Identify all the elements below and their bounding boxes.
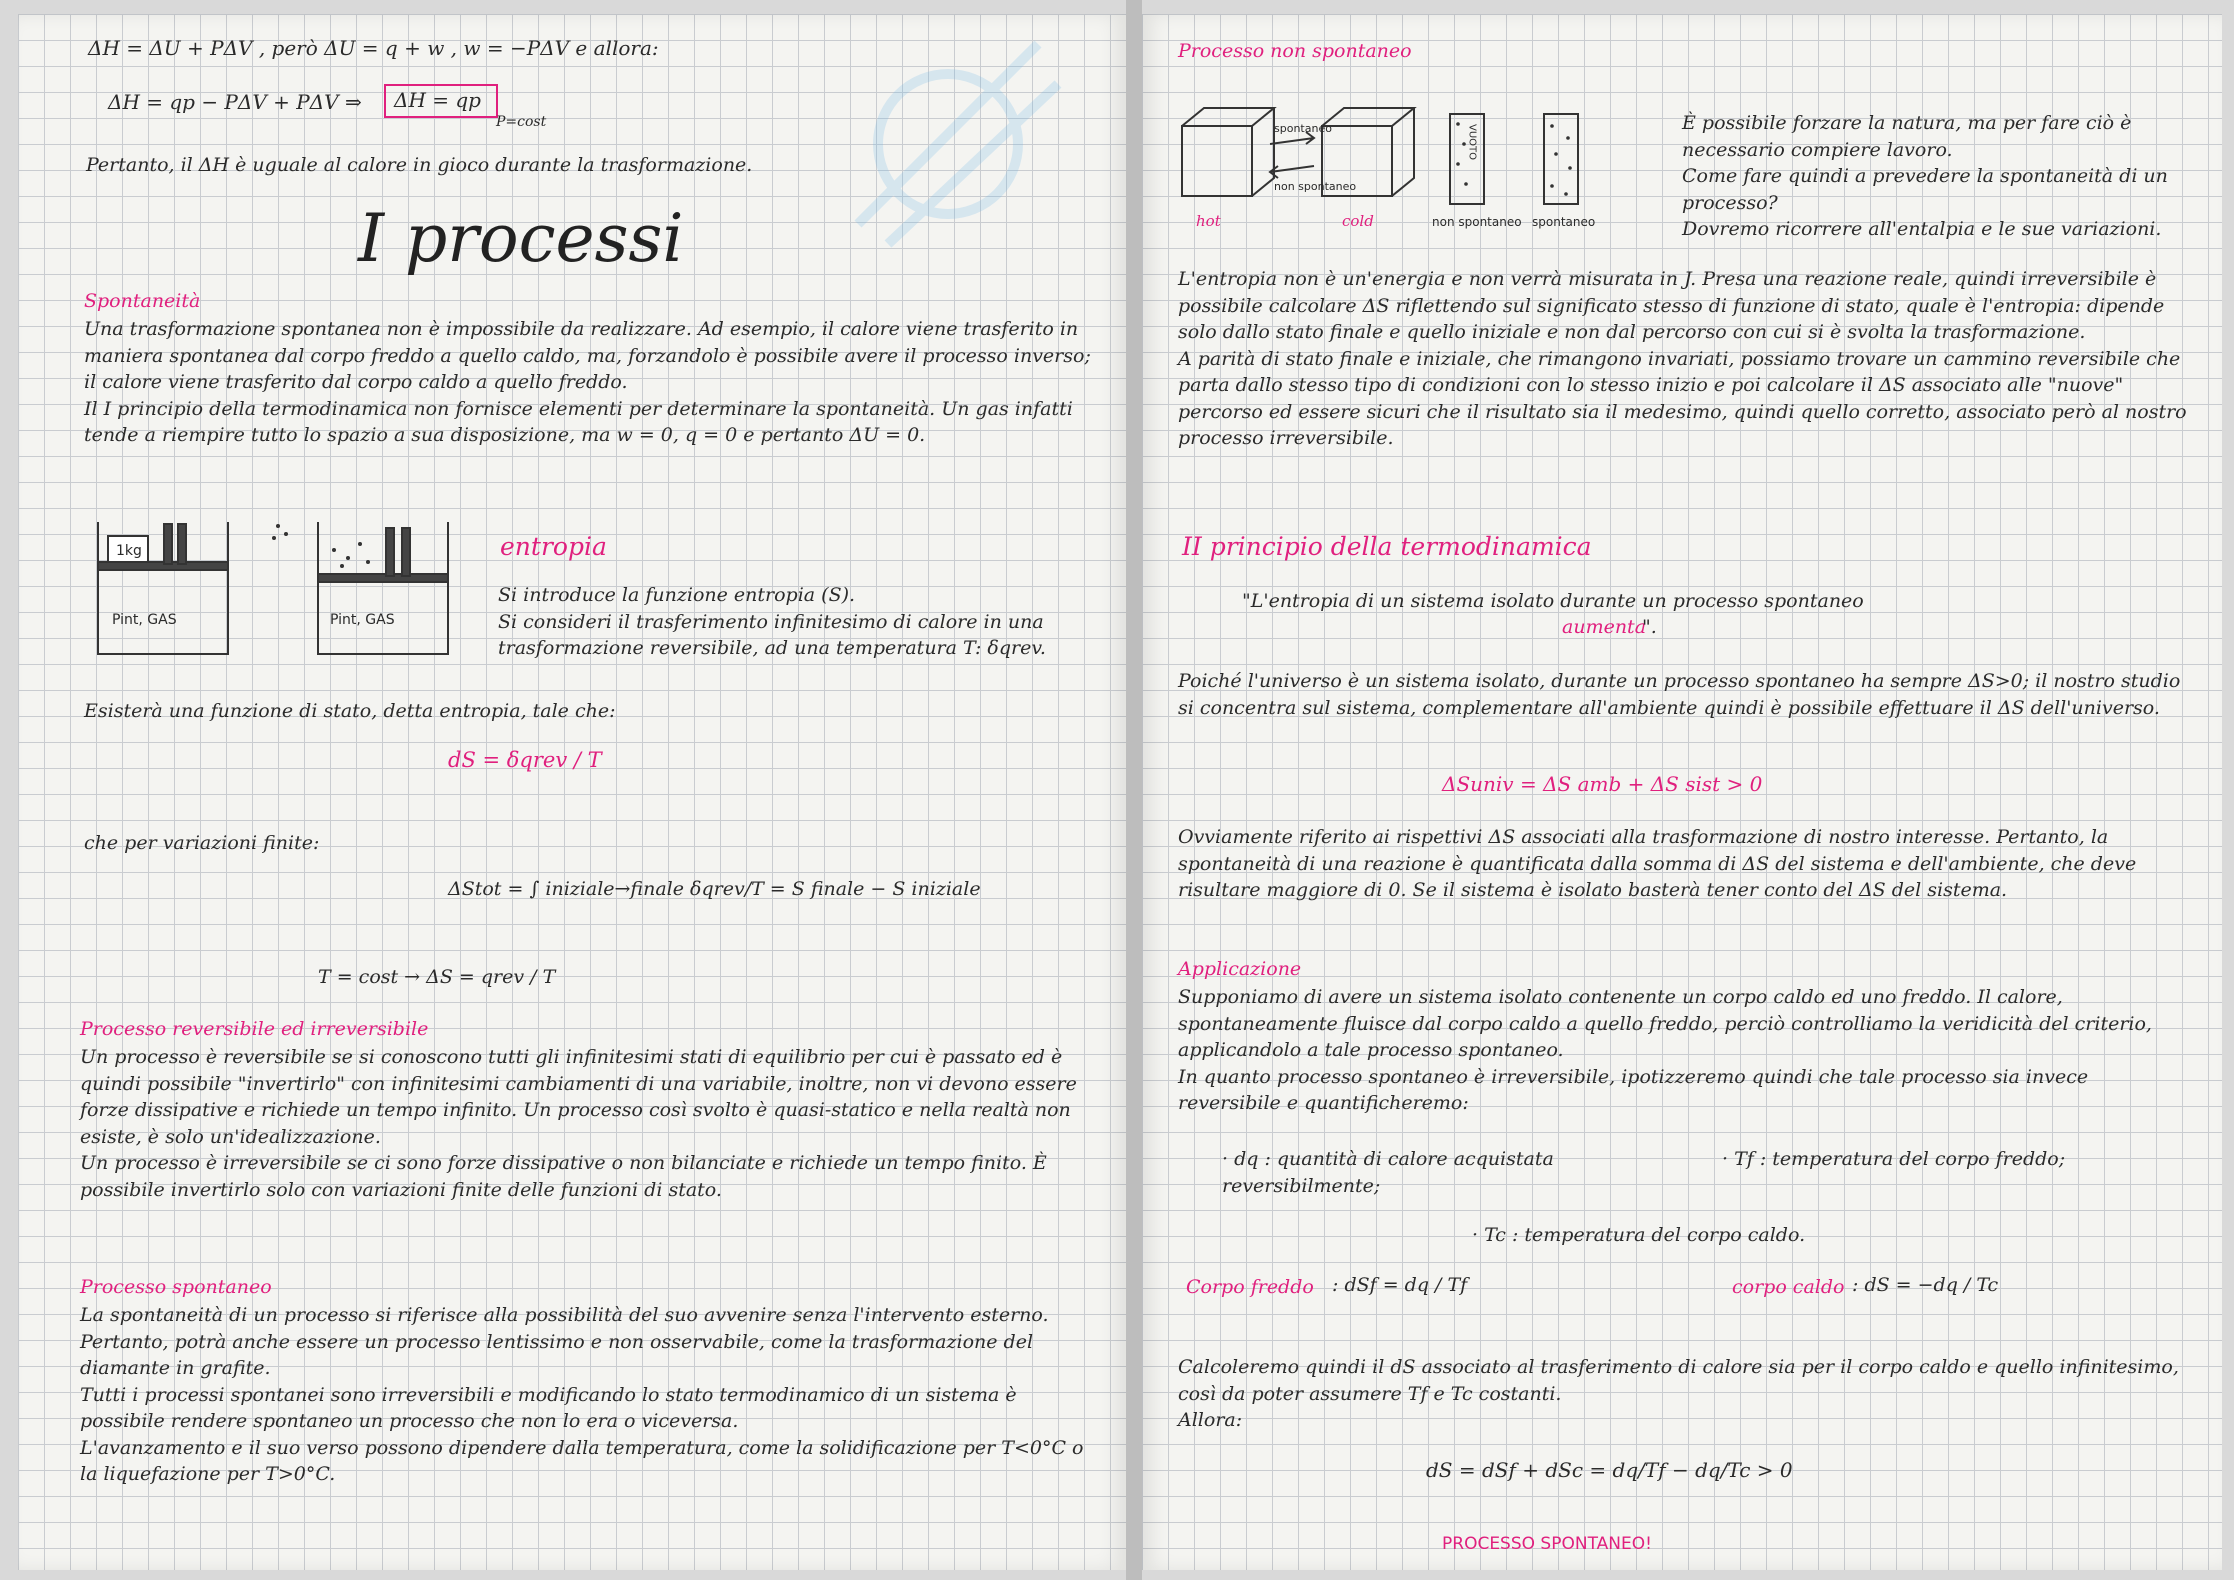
spontaneo-text: La spontaneità di un processo si riferisce alla possibilità del suo avvenire senza l'intervento esterno. Pertanto, potrà anche essere un processo lentissimo e non osservabile, come la trasformazione del diamante in grafite. Tutti i processi spontanei sono irreversibili e modificando lo stato termodinamico di un sistema è possibile rendere spontaneo un processo che non lo era o viceversa. L'avanzamento e il suo verso possono dipendere dalla temperatura, come la solidificazione per T<0°C o la liquefazione per T>0°C.: [80, 1304, 1084, 1485]
quote-line1: "L'entropia di un sistema isolato durante un processo spontaneo: [1242, 590, 1864, 612]
entropy-definition-text: L'entropia non è un'energia e non verrà misurata in J. Presa una reazione reale, quindi irreversibile è possibile calcolare ΔS riflettendo sul significato stesso di funzione di stato, quale è l'entropia: dipende solo dallo stato finale e quello iniziale e non dal percorso con cui si è svolta la trasformazione. A parità di stato finale e iniziale, che rimangono invariati, possiamo trovare un cammino reversibile che parta dallo stesso tipo di condizioni con lo stesso inizio e poi calcolare il ΔS associato alle "nuove" percorso ed essere sicuri che il risultato sia il medesimo, quindi quello corretto, associato però al nostro processo irreversibile.: [1178, 268, 2187, 449]
cold-label: cold: [1342, 212, 1374, 230]
boxed-result-text: ΔH = qp: [394, 88, 481, 112]
arrow-non-spontaneo-label: non spontaneo: [1274, 180, 1357, 193]
gas-expansion-figure: [98, 514, 488, 674]
heading-entropia: entropia: [500, 532, 607, 561]
enthalpy-conclusion: Pertanto, il ΔH è uguale al calore in gioco durante la trasformazione.: [86, 154, 753, 176]
spontaneita-text: Una trasformazione spontanea non è impossibile da realizzare. Ad esempio, il calore viene trasferito in maniera spontanea dal corpo freddo a quello caldo, ma, forzandolo è possibile avere il processo inverso; il calore viene trasferito dal corpo caldo a quello freddo. Il I principio della termodinamica non fornisce elementi per determinare la spontaneità. Un gas infatti tende a riempire tutto lo spazio a sua disposizione, ma w = 0, q = 0 e pertanto ΔU = 0.: [84, 318, 1091, 446]
gas-label-right: Pint, GAS: [330, 612, 395, 628]
gas-label-left: Pint, GAS: [112, 612, 177, 628]
weight-label: 1kg: [116, 543, 142, 559]
vuoto-label: VUOTO: [1466, 124, 1478, 161]
label-corpo-caldo: corpo caldo: [1732, 1276, 1845, 1298]
bullet-tf: · Tf : temperatura del corpo freddo;: [1722, 1148, 2066, 1170]
left-page: [18, 14, 1126, 1570]
watermark-logo: [838, 24, 1068, 264]
bullet-dq: · dq : quantità di calore acquistata reversibilmente;: [1222, 1148, 1560, 1197]
isothermal-equation: T = cost → ΔS = qrev / T: [318, 966, 556, 988]
state-function-text: Esisterà una funzione di stato, detta entropia, tale che:: [84, 700, 616, 722]
spontaneous-conclusion: PROCESSO SPONTANEO!: [1442, 1534, 1652, 1554]
heading-secondo-principio: II principio della termodinamica: [1182, 532, 1592, 561]
heading-spontaneo: Processo spontaneo: [80, 1276, 272, 1298]
summation-text: Ovviamente riferito ai rispettivi ΔS associati alla trasformazione di nostro interesse. Pertanto, la spontaneità di una reazione è quantificata dalla somma di ΔS del sistema e dell'ambiente, che deve risultare maggiore di 0. Se il sistema è isolato basterà tener conto del ΔS del sistema.: [1178, 826, 2143, 901]
right-page: [1142, 14, 2222, 1570]
final-entropy-equation: dS = dSf + dSc = dq/Tf − dq/Tc > 0: [1426, 1458, 1793, 1482]
bullet-tc: · Tc : temperatura del corpo caldo.: [1472, 1224, 1806, 1246]
page-title: I processi: [358, 200, 684, 277]
cold-body-equation: : dSf = dq / Tf: [1332, 1274, 1468, 1296]
notebook-spine: [1126, 0, 1142, 1580]
entropy-integral: ΔStot = ∫ iniziale→finale δqrev/T = S finale − S iniziale: [448, 878, 981, 900]
calculation-text: Calcoleremo quindi il dS associato al trasferimento di calore sia per il corpo caldo e quello infinitesimo, così da poter assumere Tf e Tc costanti. Allora:: [1178, 1356, 2179, 1431]
entropia-text: Si introduce la funzione entropia (S). Si consideri il trasferimento infinitesimo di calore in una trasformazione reversibile, ad una temperatura T: δqrev.: [498, 584, 1046, 659]
applicazione-text: Supponiamo di avere un sistema isolato contenente un corpo caldo ed uno freddo. Il calore, spontaneamente fluisce dal corpo caldo a quello freddo, perciò controlliamo la veridicità del criterio, applicandolo a tale processo spontaneo. In quanto processo spontaneo è irreversibile, ipotizzeremo quindi che tale processo sia invece reversibile e quantificheremo:: [1178, 986, 2152, 1114]
enthalpy-derivation: ΔH = qp − PΔV + PΔV ⇒: [108, 90, 362, 114]
heading-non-spontaneo: Processo non spontaneo: [1178, 40, 1412, 62]
non-spontaneo-label: non spontaneo: [1432, 215, 1522, 229]
universe-text: Poiché l'universo è un sistema isolato, durante un processo spontaneo ha sempre ΔS>0; il nostro studio si concentra sul sistema, complementare all'ambiente quindi è possibile effettuare il ΔS dell'universo.: [1178, 670, 2187, 719]
label-corpo-freddo: Corpo freddo: [1186, 1276, 1314, 1298]
hot-label: hot: [1196, 212, 1221, 230]
enthalpy-equation: ΔH = ΔU + PΔV , però ΔU = q + w , w = −PΔV e allora:: [88, 36, 659, 60]
finite-variations-text: che per variazioni finite:: [84, 832, 320, 854]
spontaneity-figure: [1182, 104, 1682, 254]
heading-spontaneita: Spontaneità: [84, 290, 201, 312]
reversibile-text: Un processo è reversibile se si conoscono tutti gli infinitesimi stati di equilibrio per cui è passato ed è quindi possibile "invertirlo" con infinitesimi cambiamenti di una variabile, inoltre, non vi devono essere forze dissipative e richiede un tempo infinito. Un processo così svolto è quasi-statico e nella realtà non esiste, è solo un'idealizzazione. Un processo è irreversibile se ci sono forze dissipative o non bilanciate e richiede un tempo finito. È possibile invertirlo solo con variazioni finite delle funzioni di stato.: [80, 1046, 1077, 1201]
hot-body-equation: : dS = −dq / Tc: [1852, 1274, 1999, 1296]
arrow-spontaneo-label: spontaneo: [1274, 122, 1332, 135]
heading-applicazione: Applicazione: [1178, 958, 1302, 980]
pressure-condition: P=cost: [496, 114, 547, 130]
spontaneo-label: spontaneo: [1532, 215, 1596, 229]
quote-close: ".: [1642, 616, 1657, 638]
ds-definition: dS = δqrev / T: [448, 748, 602, 772]
heading-reversibile: Processo reversibile ed irreversibile: [80, 1018, 429, 1040]
force-nature-text: È possibile forzare la natura, ma per fare ciò è necessario compiere lavoro. Come fare quindi a prevedere la spontaneità di un processo? Dovremo ricorrere all'entalpia e le sue variazioni.: [1682, 112, 2168, 240]
quote-aumenta: aumenta: [1562, 616, 1647, 638]
universe-equation: ΔSuniv = ΔS amb + ΔS sist > 0: [1442, 772, 1763, 796]
